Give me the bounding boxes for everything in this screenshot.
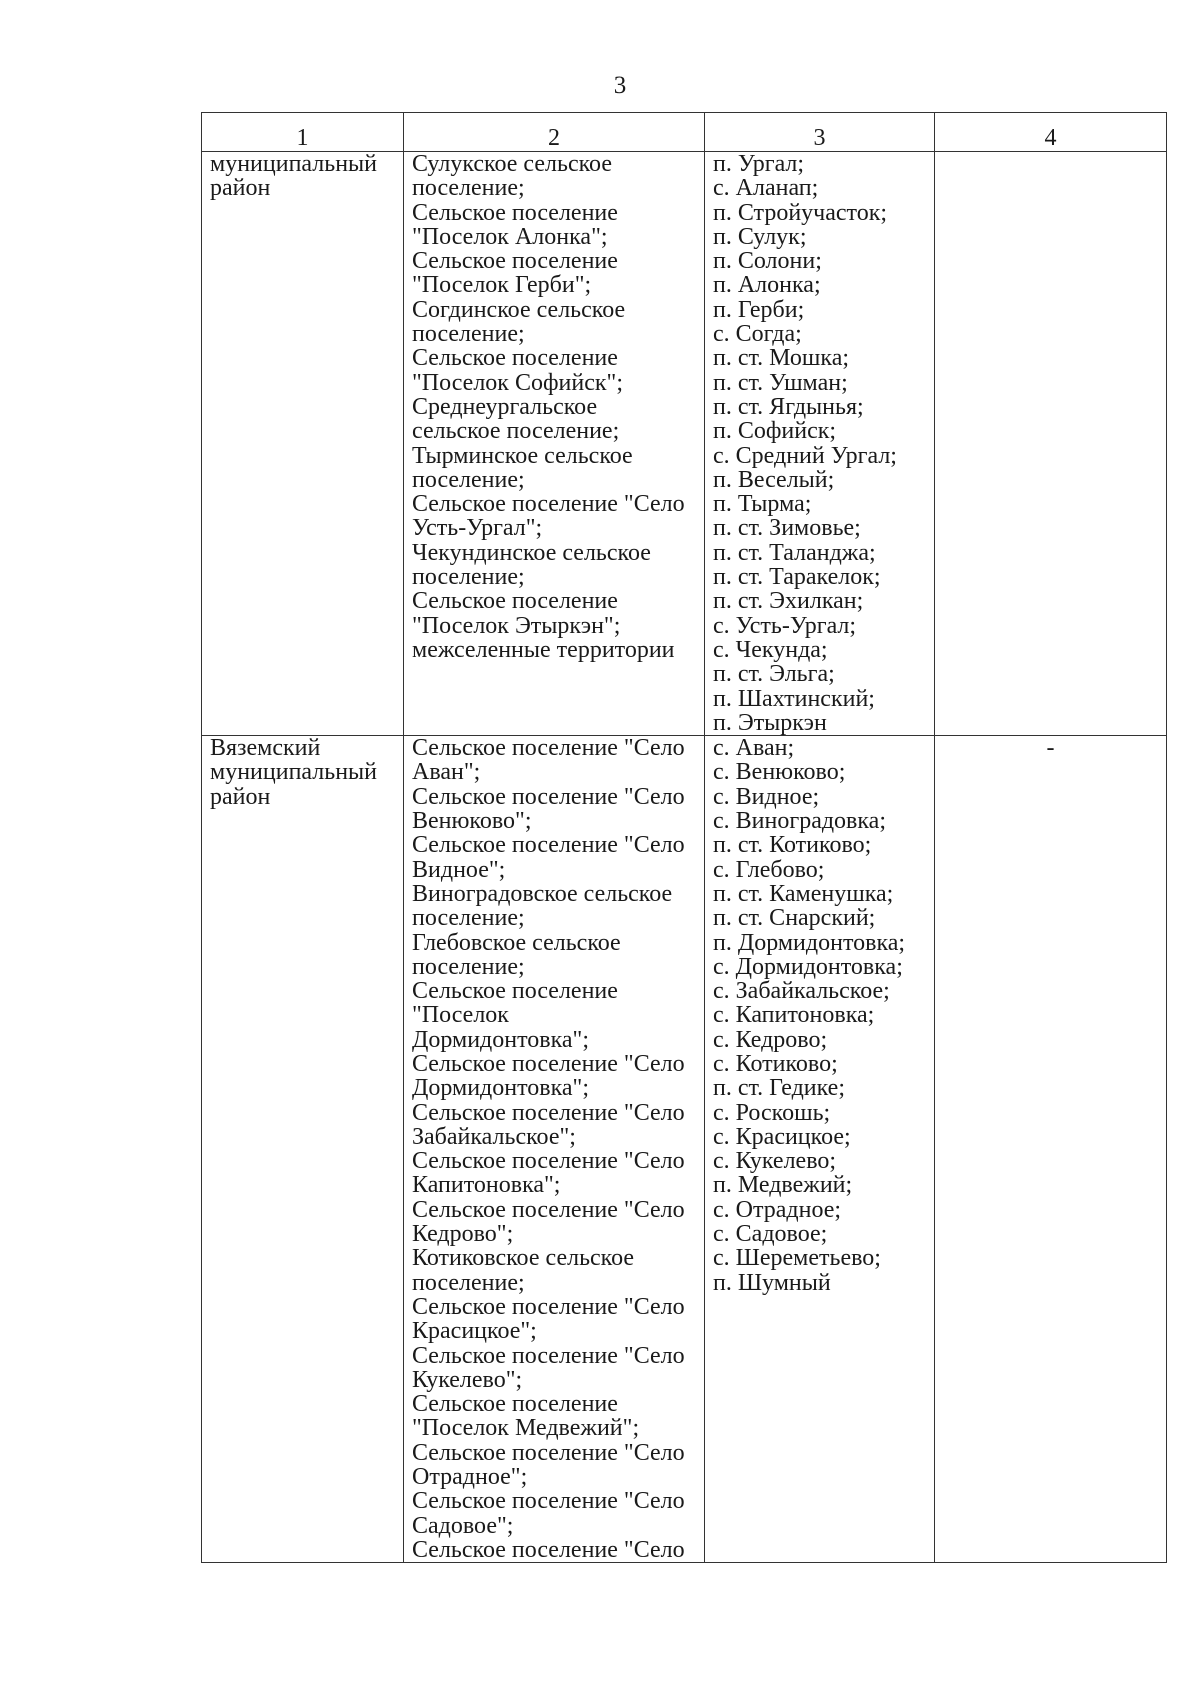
cell-line: п. ст. Ягдынья;	[713, 393, 864, 420]
cell-line: п. Шумный	[713, 1269, 831, 1296]
cell-line: п. ст. Эльга;	[713, 661, 835, 688]
cell-line: с. Кукелево;	[713, 1148, 837, 1175]
cell-line: поселение;	[412, 466, 525, 493]
cell-line: с. Средний Ургал;	[713, 442, 897, 469]
cell-line: Дормидонтовка";	[412, 1075, 590, 1102]
cell-line: п. ст. Котиково;	[713, 832, 872, 859]
cell-line: поселение;	[412, 905, 525, 932]
cell-line: Сельское поселение	[412, 345, 618, 372]
cell-line: Сельское поселение "Село	[412, 1196, 685, 1223]
cell-line: Сельское поселение "Село	[412, 1050, 685, 1077]
cell-line: район	[210, 175, 271, 202]
cell-line: Сельское поселение "Село	[412, 832, 685, 859]
cell-line: Сельское поселение "Село	[412, 1488, 685, 1515]
cell-line: поселение;	[412, 953, 525, 980]
cell-line: Дормидонтовка";	[412, 1026, 590, 1053]
cell-line: п. Сулук;	[713, 223, 807, 250]
cell-line: Забайкальское";	[412, 1123, 576, 1150]
cell-line: Сельское поселение "Село	[412, 1439, 685, 1466]
cell-line: п. Солони;	[713, 248, 822, 275]
table-cell-1	[202, 152, 404, 736]
cell-line: "Поселок Герби";	[412, 272, 592, 299]
cell-line: Садовое";	[412, 1512, 514, 1539]
cell-line: п. ст. Таланджа;	[713, 539, 876, 566]
cell-line: Сельское поселение	[412, 978, 618, 1005]
cell-line: с. Видное;	[713, 783, 820, 810]
cell-line: с. Шереметьево;	[713, 1245, 881, 1272]
cell-line: "Поселок	[412, 1002, 509, 1029]
cell-line: с. Венюково;	[713, 759, 846, 786]
column-header-1: 1	[202, 113, 404, 152]
cell-line: с. Аланап;	[713, 175, 819, 202]
settlements-table	[201, 112, 1167, 1563]
cell-line: с. Красицкое;	[713, 1123, 851, 1150]
cell-line: муниципальный	[210, 759, 378, 786]
cell-line: п. Софийск;	[713, 418, 837, 445]
cell-line: Сельское поселение	[412, 248, 618, 275]
cell-line: с. Кедрово;	[713, 1026, 828, 1053]
cell-line: с. Садовое;	[713, 1221, 828, 1248]
cell-line: Сельское поселение	[412, 199, 618, 226]
cell-line: Видное";	[412, 856, 506, 883]
table-cell-4: -	[935, 736, 1167, 1563]
column-header-3: 3	[705, 113, 935, 152]
cell-line: Сельское поселение	[412, 1391, 618, 1418]
cell-line: п. Веселый;	[713, 466, 835, 493]
cell-line: "Поселок Медвежий";	[412, 1415, 640, 1442]
cell-line: п. ст. Таракелок;	[713, 564, 881, 591]
cell-line: Сельское поселение	[412, 588, 618, 615]
cell-line: межселенные территории	[412, 636, 675, 663]
cell-line: с. Роскошь;	[713, 1099, 831, 1126]
cell-line: Сельское поселение "Село	[412, 491, 685, 518]
cell-line: Сельское поселение "Село	[412, 1342, 685, 1369]
cell-line: Сельское поселение "Село	[412, 783, 685, 810]
cell-line: Виноградовское сельское	[412, 880, 673, 907]
cell-line: п. Тырма;	[713, 491, 812, 518]
column-header-2: 2	[404, 113, 705, 152]
cell-line: Глебовское сельское	[412, 929, 621, 956]
cell-line: "Поселок Этыркэн";	[412, 612, 621, 639]
cell-line: Вяземский	[210, 735, 321, 762]
cell-line: с. Согда;	[713, 321, 802, 348]
cell-line: с. Отрадное;	[713, 1196, 842, 1223]
cell-line: Красицкое";	[412, 1318, 537, 1345]
cell-line: п. ст. Снарский;	[713, 905, 876, 932]
cell-line: сельское поселение;	[412, 418, 620, 445]
cell-line: Среднеургальское	[412, 393, 598, 420]
cell-line: с. Аван;	[713, 735, 795, 762]
page-number: 3	[613, 72, 627, 99]
cell-line: п. ст. Ушман;	[713, 369, 848, 396]
column-header-4: 4	[935, 113, 1167, 152]
cell-line: с. Чекунда;	[713, 636, 828, 663]
cell-line: п. Стройучасток;	[713, 199, 888, 226]
table-cell-4	[935, 152, 1167, 736]
cell-line: с. Виноградовка;	[713, 808, 887, 835]
cell-line: Тырминское сельское	[412, 442, 633, 469]
cell-line: муниципальный	[210, 151, 378, 177]
cell-line: Венюково";	[412, 808, 532, 835]
cell-line: п. Шахтинский;	[713, 685, 875, 712]
cell-line: п. Дормидонтовка;	[713, 929, 906, 956]
table-row	[202, 736, 1167, 1563]
table-cell-1	[202, 736, 404, 1563]
cell-line: Аван";	[412, 759, 481, 786]
cell-line: п. Ургал;	[713, 151, 805, 177]
cell-line: Сельское поселение "Село	[412, 1536, 685, 1563]
cell-line: с. Усть-Ургал;	[713, 612, 857, 639]
table-cell-3	[705, 736, 935, 1563]
cell-line: с. Капитоновка;	[713, 1002, 875, 1029]
cell-line: поселение;	[412, 175, 525, 202]
table-cell-3	[705, 152, 935, 736]
cell-line: п. Герби;	[713, 296, 805, 323]
cell-line: поселение;	[412, 321, 525, 348]
cell-line: п. Медвежий;	[713, 1172, 853, 1199]
cell-line: район	[210, 783, 271, 810]
cell-line: Сельское поселение "Село	[412, 1293, 685, 1320]
cell-line: Сельское поселение "Село	[412, 1148, 685, 1175]
cell-line: Отрадное";	[412, 1464, 528, 1491]
cell-line: п. Алонка;	[713, 272, 821, 299]
cell-line: с. Котиково;	[713, 1050, 838, 1077]
cell-line: Согдинское сельское	[412, 296, 626, 323]
cell-line: Сулукское сельское	[412, 151, 612, 177]
cell-line: Сельское поселение "Село	[412, 1099, 685, 1126]
table-row	[202, 152, 1167, 736]
cell-line: п. ст. Эхилкан;	[713, 588, 864, 615]
cell-line: Чекундинское сельское	[412, 539, 651, 566]
cell-line: Сельское поселение "Село	[412, 735, 685, 762]
cell-line: Капитоновка";	[412, 1172, 561, 1199]
cell-line: "Поселок Алонка";	[412, 223, 608, 250]
table-header-row	[202, 113, 1167, 152]
cell-line: Кедрово";	[412, 1221, 514, 1248]
cell-line: Кукелево";	[412, 1366, 523, 1393]
cell-line: "Поселок Софийск";	[412, 369, 623, 396]
cell-line: Усть-Ургал";	[412, 515, 543, 542]
cell-line: с. Дормидонтовка;	[713, 953, 903, 980]
cell-line: поселение;	[412, 1269, 525, 1296]
cell-line: Котиковское сельское	[412, 1245, 635, 1272]
cell-line: поселение;	[412, 564, 525, 591]
table-cell-2	[404, 152, 705, 736]
cell-line: с. Забайкальское;	[713, 978, 890, 1005]
cell-line: п. ст. Зимовье;	[713, 515, 861, 542]
cell-line: п. Этыркэн	[713, 709, 827, 736]
table-cell-2	[404, 736, 705, 1563]
cell-line: с. Глебово;	[713, 856, 825, 883]
cell-line: п. ст. Мошка;	[713, 345, 850, 372]
cell-line: п. ст. Гедике;	[713, 1075, 845, 1102]
cell-line: п. ст. Каменушка;	[713, 880, 894, 907]
